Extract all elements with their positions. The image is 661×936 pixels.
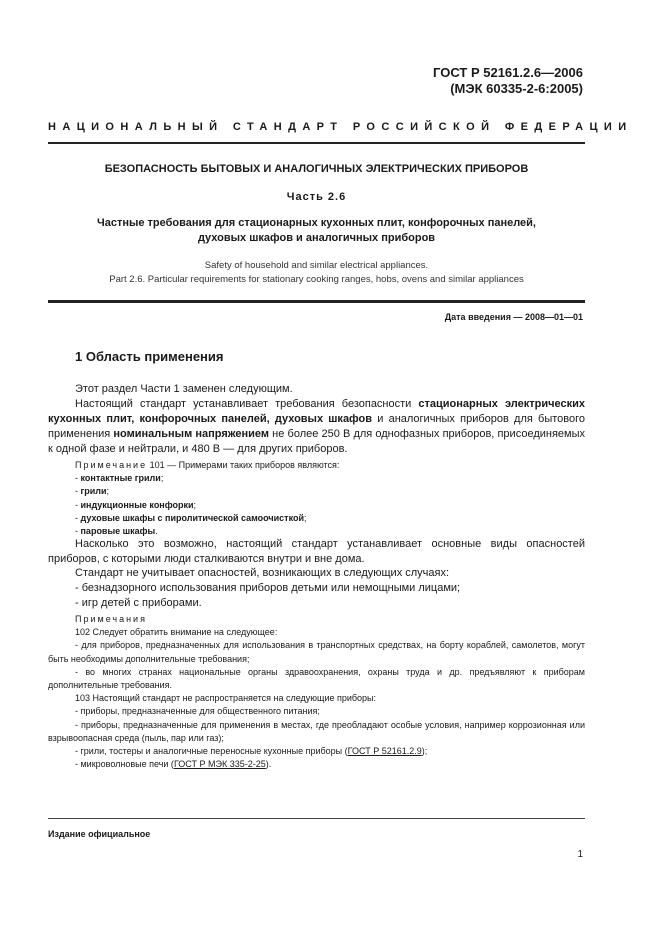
subtitle-line: Частные требования для стационарных кухонных плит, конфорочных панелей,	[96, 217, 536, 229]
text-run: не более 250 В для однофазных приборов, присоединяемых к одной фазе и нейтрали, и 480 В — для других приборов.	[48, 428, 585, 455]
english-title	[48, 259, 585, 287]
iec-code: (МЭК 60335-2-6:2005)	[450, 81, 583, 96]
standard-code: ГОСТ Р 52161.2.6—2006	[433, 65, 583, 80]
text-run: );	[421, 746, 428, 757]
note-label: Примечание	[75, 460, 148, 470]
text-run: ).	[265, 759, 272, 770]
list-separator: ;	[304, 512, 307, 523]
list-separator: ;	[160, 473, 164, 484]
list-item: - грили;	[75, 486, 110, 497]
note-item: - во многих странах национальные органы здравоохранения, охраны труда и др. предъявляют к приборам дополнительные требования.	[48, 666, 585, 691]
list-item: - контактные грили;	[75, 473, 164, 484]
list-item: - безнадзорного использования приборов детьми или немощными лицами;	[75, 582, 461, 594]
list-item-text: контактные грили	[80, 473, 161, 484]
bold-term: стационарных электрических кухонных плит, конфорочных панелей, духовых шкафов	[48, 398, 585, 425]
note-101-title	[75, 459, 585, 472]
subtitle-line: духовых шкафов и аналогичных приборов	[197, 232, 436, 244]
list-item: - игр детей с приборами.	[75, 597, 202, 609]
list-item: - духовые шкафы с пиролитической самоочисткой;	[75, 512, 307, 523]
footer-rule	[48, 818, 585, 819]
list-item-text: грили	[80, 486, 107, 497]
note-item: - приборы, предназначенные для общественного питания;	[75, 706, 320, 717]
paragraph-text: Стандарт не учитывает опасностей, возникающих в следующих случаях:	[75, 567, 450, 579]
top-rule	[48, 142, 585, 144]
national-standard-banner: НАЦИОНАЛЬНЫЙ СТАНДАРТ РОССИЙСКОЙ ФЕДЕРАЦИИ	[48, 121, 633, 133]
list-item-text: духовые шкафы с пиролитической самоочисткой	[80, 512, 305, 523]
part-label: Часть 2.6	[286, 191, 347, 203]
list-separator: ;	[193, 499, 197, 510]
standard-link[interactable]: ГОСТ Р 52161.2.9	[347, 746, 422, 757]
text-run: - грили, тостеры и аналогичные переносные кухонные приборы (	[75, 746, 348, 757]
official-edition-label: Издание официальное	[48, 829, 151, 839]
note-item	[48, 758, 585, 771]
section-heading: 1 Область применения	[75, 349, 224, 364]
paragraph: Этот раздел Части 1 заменен следующим.	[75, 383, 293, 395]
note-103: 103 Настоящий стандарт не распространяется на следующие приборы:	[75, 693, 377, 704]
document-subtitle	[48, 216, 585, 246]
note-101	[75, 459, 585, 538]
list-item: - паровые шкафы.	[75, 526, 158, 537]
page-number: 1	[577, 849, 583, 860]
english-title-line: Safety of household and similar electrical appliances.	[204, 260, 429, 271]
paragraph	[75, 566, 585, 611]
list-item: - индукционные конфорки;	[75, 499, 197, 510]
list-item-text: индукционные конфорки	[80, 499, 194, 510]
bold-term: номинальным напряжением	[113, 428, 270, 440]
list-separator: ;	[106, 486, 110, 497]
middle-rule	[48, 300, 585, 303]
introduction-date: Дата введения — 2008—01—01	[444, 312, 583, 322]
text-run: Настоящий стандарт устанавливает требования безопасности	[75, 398, 419, 410]
note-102: 102 Следует обратить внимание на следующее:	[75, 627, 278, 638]
paragraph: Насколько это возможно, настоящий стандарт устанавливает основные виды опасностей приборов, с которыми люди сталкиваются внутри и вне дома.	[48, 538, 585, 565]
notes-block	[48, 613, 585, 771]
note-item: - для приборов, предназначенных для использования в транспортных средствах, на борту кораблей, самолетов, могут быть необходимы дополнительные требования;	[48, 640, 585, 664]
list-item-text: паровые шкафы	[80, 526, 156, 537]
scope-paragraph	[48, 397, 585, 457]
note-item: - приборы, предназначенные для применения в местах, где преобладают особые условия, например коррозионная или взрывоопасная среда (пыль, пар или газ);	[48, 719, 585, 743]
note-text: 101 — Примерами таких приборов являются:	[147, 460, 340, 470]
list-separator: .	[155, 526, 158, 537]
english-title-line: Part 2.6. Particular requirements for stationary cooking ranges, hobs, ovens and similar appliances	[109, 274, 524, 285]
text-run: - микроволновые печи (	[75, 759, 174, 770]
text-run: и аналогичных приборов для бытового применения	[48, 413, 585, 440]
document-title: БЕЗОПАСНОСТЬ БЫТОВЫХ И АНАЛОГИЧНЫХ ЭЛЕКТРИЧЕСКИХ ПРИБОРОВ	[104, 163, 529, 175]
note-item	[48, 745, 585, 758]
standard-link[interactable]: ГОСТ Р МЭК 335-2-25	[173, 759, 266, 770]
notes-label: Примечания	[75, 614, 147, 624]
